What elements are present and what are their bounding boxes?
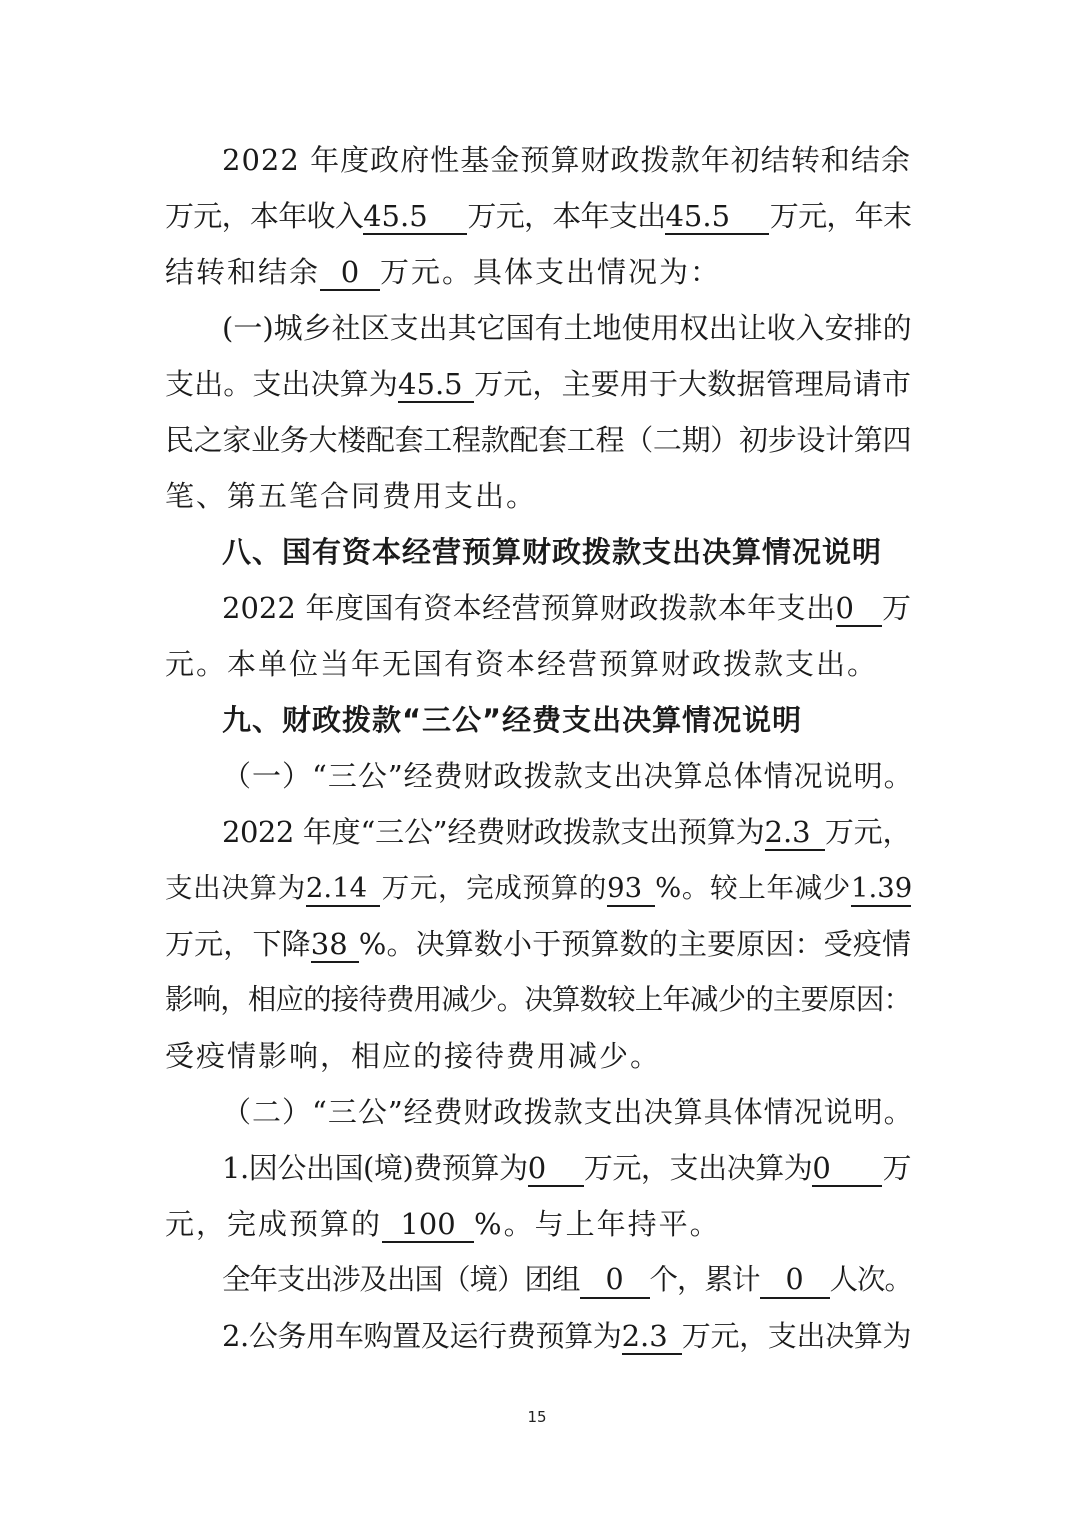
subsection-heading: [222, 756, 922, 796]
paragraph-line: [165, 196, 911, 236]
fill-in-value: 0: [760, 1264, 830, 1299]
text-span: 万元，支出决算为: [583, 1151, 813, 1185]
fill-in-value: 0: [528, 1152, 584, 1187]
paragraph-line: [222, 1148, 911, 1188]
text-span: （二）“三公”经费财政拨款支出决算具体情况说明。: [222, 1095, 914, 1129]
fill-in-value: 45.5: [665, 200, 769, 235]
text-span: 2022 年度政府性基金预算财政拨款年初结转和结余: [222, 143, 911, 177]
fill-in-value: 93: [607, 872, 655, 907]
section-heading: [222, 532, 911, 572]
text-span: 支出决算为: [165, 872, 306, 904]
text-span: 万: [882, 1151, 911, 1185]
text-span: 元，完成预算的: [165, 1207, 383, 1241]
text-span: 影响，相应的接待费用减少。决算数较上年减少的主要原因：: [165, 983, 911, 1016]
text-span: 个，累计: [649, 1263, 760, 1296]
fill-in-value: 45.5: [398, 368, 474, 403]
page-number: 15: [527, 1408, 547, 1426]
paragraph-line: [165, 1036, 911, 1076]
fill-in-value: 1.39: [851, 872, 911, 907]
text-span: 万元，支出决算为: [681, 1319, 911, 1353]
fill-in-value: 2.3: [622, 1320, 682, 1355]
paragraph-line: [165, 868, 911, 908]
paragraph-line: [222, 588, 911, 628]
text-span: 民之家业务大楼配套工程款配套工程（二期）初步设计第四: [165, 423, 911, 457]
text-span: 1.因公出国(境)费预算为: [222, 1151, 528, 1185]
section-heading: [222, 700, 911, 740]
heading-text: 九、财政拨款“三公”经费支出决算情况说明: [222, 703, 803, 737]
text-span: 万元。具体支出情况为：: [380, 255, 722, 289]
text-span: 全年支出涉及出国（境）团组: [222, 1263, 580, 1296]
fill-in-value: 38: [311, 928, 359, 963]
paragraph-line: [165, 924, 911, 964]
fill-in-value: 2.14: [306, 872, 380, 907]
fill-in-value: 0: [836, 592, 882, 627]
text-span: 人次。: [829, 1263, 913, 1296]
paragraph-line: [165, 364, 911, 404]
text-span: 支出。支出决算为: [165, 367, 399, 401]
text-span: 万元，主要用于大数据管理局请市: [474, 367, 911, 401]
paragraph-line: [165, 476, 911, 516]
text-span: 万: [881, 591, 911, 625]
text-span: 万元，: [824, 815, 911, 849]
text-span: %。决算数小于预算数的主要原因：受疫情: [358, 927, 911, 961]
text-span: 万元，年末: [769, 199, 911, 233]
fill-in-value: 100: [382, 1208, 474, 1243]
text-span: 笔、第五笔合同费用支出。: [165, 479, 538, 513]
paragraph-line: [222, 1260, 911, 1300]
text-span: 万元，本年收入: [165, 199, 364, 233]
fill-in-value: 0: [320, 256, 380, 291]
paragraph-line: [165, 420, 911, 460]
paragraph-line: [222, 1316, 911, 1356]
text-span: 受疫情影响，相应的接待费用减少。: [165, 1039, 662, 1073]
text-span: 2022 年度“三公”经费财政拨款支出预算为: [222, 815, 765, 849]
fill-in-value: 45.5: [363, 200, 467, 235]
paragraph-line: [222, 812, 911, 852]
paragraph-line: [222, 308, 911, 348]
text-span: （一）“三公”经费财政拨款支出决算总体情况说明。: [222, 759, 914, 793]
heading-text: 八、国有资本经营预算财政拨款支出决算情况说明: [222, 535, 883, 569]
text-span: %。与上年持平。: [474, 1207, 721, 1241]
text-span: 元。本单位当年无国有资本经营预算财政拨款支出。: [165, 647, 879, 681]
fill-in-value: 2.3: [765, 816, 825, 851]
text-span: 结转和结余: [165, 255, 321, 289]
paragraph-line: [165, 1204, 911, 1244]
paragraph-line: [165, 980, 911, 1020]
text-span: (一)城乡社区支出其它国有土地使用权出让收入安排的: [222, 311, 912, 345]
text-span: 万元，本年支出: [467, 199, 666, 233]
subsection-heading: [222, 1092, 922, 1132]
text-span: 万元，下降: [165, 927, 311, 961]
text-span: 万元，完成预算的: [379, 872, 608, 904]
text-span: 2022 年度国有资本经营预算财政拨款本年支出: [222, 591, 836, 625]
paragraph-line: [165, 644, 911, 684]
paragraph-line: [165, 252, 911, 292]
fill-in-value: 0: [580, 1264, 650, 1299]
paragraph-line: [222, 140, 911, 180]
text-span: 2.公务用车购置及运行费预算为: [222, 1319, 622, 1353]
text-span: %。较上年减少: [655, 872, 851, 904]
fill-in-value: 0: [812, 1152, 882, 1187]
